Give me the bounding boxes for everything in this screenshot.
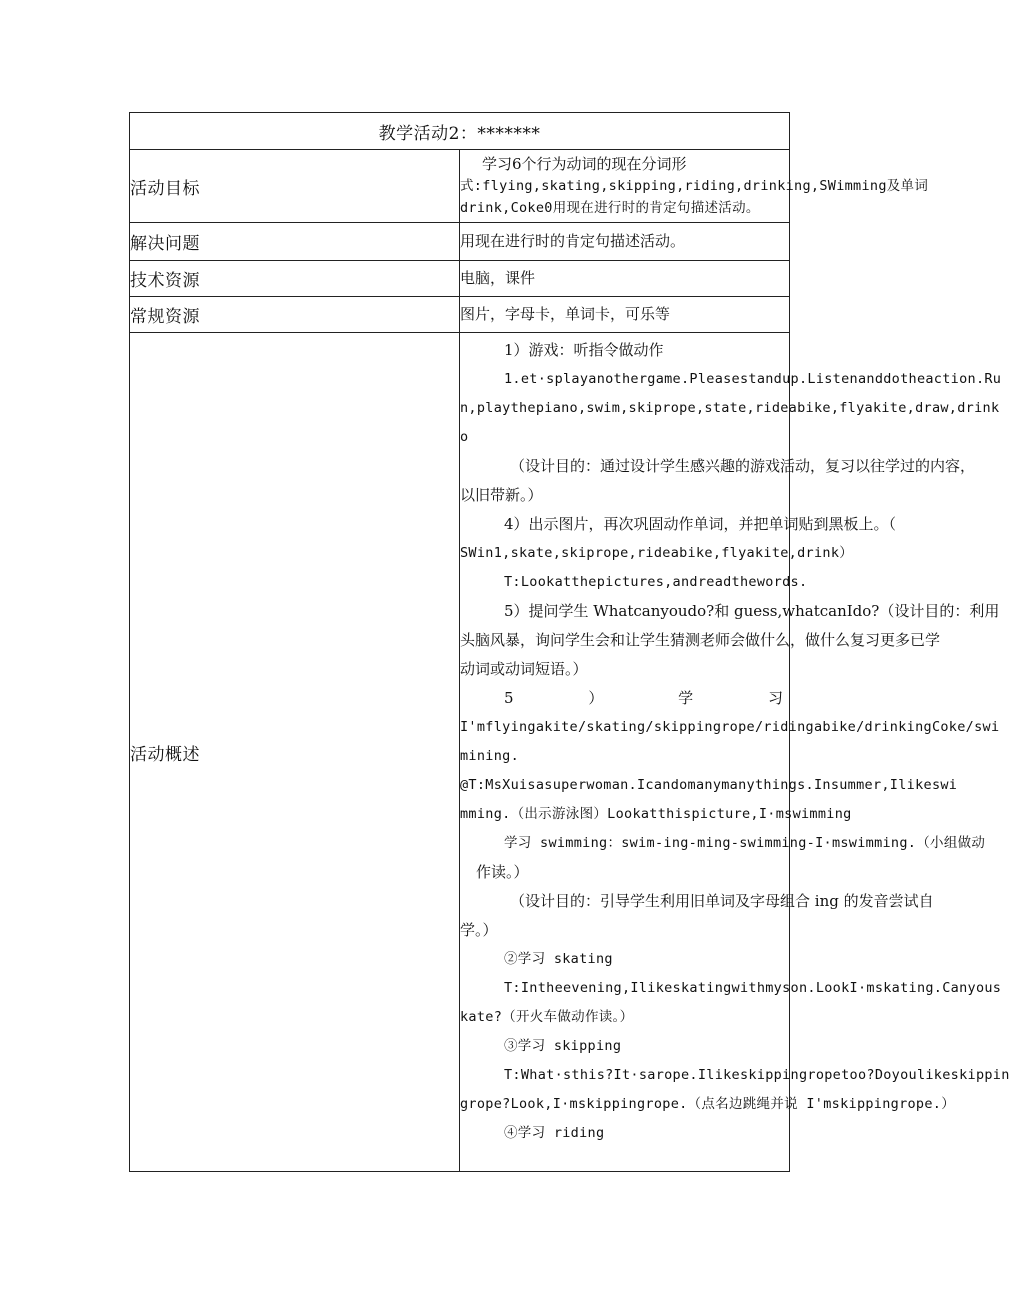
overview-line: T:Lookatthepictures,andreadthewords. xyxy=(504,574,808,590)
problem-row xyxy=(130,223,790,261)
overview-line: mming.（出示游泳图）Lookatthispicture,I·mswimming xyxy=(460,806,852,822)
overview-line: （设计目的：通过设计学生感兴趣的游戏活动，复习以往学过的内容， xyxy=(510,457,976,475)
overview-line: 1）游戏：听指令做动作 xyxy=(504,341,664,359)
overview-line: I'mflyingakite/skating/skippingrope/ridingabike/drinkingCoke/swi xyxy=(460,719,1000,735)
regular-label: 常规资源 xyxy=(130,297,460,333)
overview-line: ③学习 skipping xyxy=(504,1038,622,1054)
goal-line-2: 式:flying,skating,skipping,riding,drinking,SWimming及单词 xyxy=(460,178,929,194)
regular-text: 图片，字母卡，单词卡，可乐等 xyxy=(460,297,790,333)
justified-part: ） xyxy=(588,689,604,707)
overview-line: 以旧带新。） xyxy=(460,486,543,504)
overview-line: SWin1,skate,skiprope,rideabike,flyakite,drink） xyxy=(460,545,854,561)
overview-line: 1.et·splayanothergame.Pleasestandup.Listenanddotheaction.Ru xyxy=(504,371,1002,387)
overview-line: 学。） xyxy=(460,921,498,939)
overview-line: T:What·sthis?It·sarope.Ilikeskippingropetoo?Doyoulikeskippin xyxy=(504,1067,1010,1083)
overview-line: 头脑风暴，询问学生会和让学生猜测老师会做什么，做什么复习更多已学 xyxy=(460,631,941,649)
overview-line: grope?Look,I·mskippingrope.（点名边跳绳并说 I'mskippingrope.） xyxy=(460,1096,956,1112)
problem-text: 用现在进行时的肯定句描述活动。 xyxy=(460,223,790,261)
overview-content xyxy=(460,333,1010,1172)
goal-row xyxy=(130,150,790,223)
regular-row xyxy=(130,297,790,333)
overview-line: ④学习 riding xyxy=(504,1125,605,1141)
overview-line: ②学习 skating xyxy=(504,951,613,967)
overview-row xyxy=(130,333,790,1172)
tech-row xyxy=(130,261,790,297)
goal-line-1: 学习6个行为动词的现在分词形 xyxy=(482,155,687,173)
overview-line: 学习 swimming：swim-ing-ming-swimming-I·mswimming.（小组做动 xyxy=(504,835,986,851)
activity-title: 教学活动2：******* xyxy=(130,113,790,150)
tech-label: 技术资源 xyxy=(130,261,460,297)
overview-line: 动词或动词短语。） xyxy=(460,660,588,678)
justified-part: 习 xyxy=(767,689,783,707)
lesson-table xyxy=(129,112,1010,1172)
overview-line: kate?（开火车做动作读。） xyxy=(460,1009,634,1025)
overview-line: 5）提问学生 Whatcanyoudo?和 guess,whatcanIdo?（设计目的：利用 xyxy=(504,602,1000,620)
overview-line: （设计目的：引导学生利用旧单词及字母组合 ing 的发音尝试自 xyxy=(510,892,934,910)
title-row xyxy=(130,113,790,150)
overview-line: @T:MsXuisasuperwoman.Icandomanymanythings.Insummer,Ilikeswi xyxy=(460,777,958,793)
overview-label: 活动概述 xyxy=(130,333,460,1172)
overview-line: T:Intheevening,Ilikeskatingwithmyson.LookI·mskating.Canyous xyxy=(504,980,1002,996)
overview-line: 4）出示图片，再次巩固动作单词，并把单词贴到黑板上。（ xyxy=(504,515,897,533)
overview-line: 作读。） xyxy=(476,863,529,881)
overview-line: o xyxy=(460,429,469,445)
goal-label: 活动目标 xyxy=(130,150,460,223)
overview-line: n,playthepiano,swim,skiprope,state,rideabike,flyakite,draw,drink xyxy=(460,400,1000,416)
tech-text: 电脑，课件 xyxy=(460,261,790,297)
problem-label: 解决问题 xyxy=(130,223,460,261)
justified-part: 学 xyxy=(678,689,694,707)
justified-part: 5 xyxy=(504,689,514,707)
goal-line-3: drink,Coke0用现在进行时的肯定句描述活动。 xyxy=(460,200,760,216)
overview-line: mining. xyxy=(460,748,519,764)
goal-content xyxy=(460,150,929,223)
overview-justified-line xyxy=(460,684,789,713)
